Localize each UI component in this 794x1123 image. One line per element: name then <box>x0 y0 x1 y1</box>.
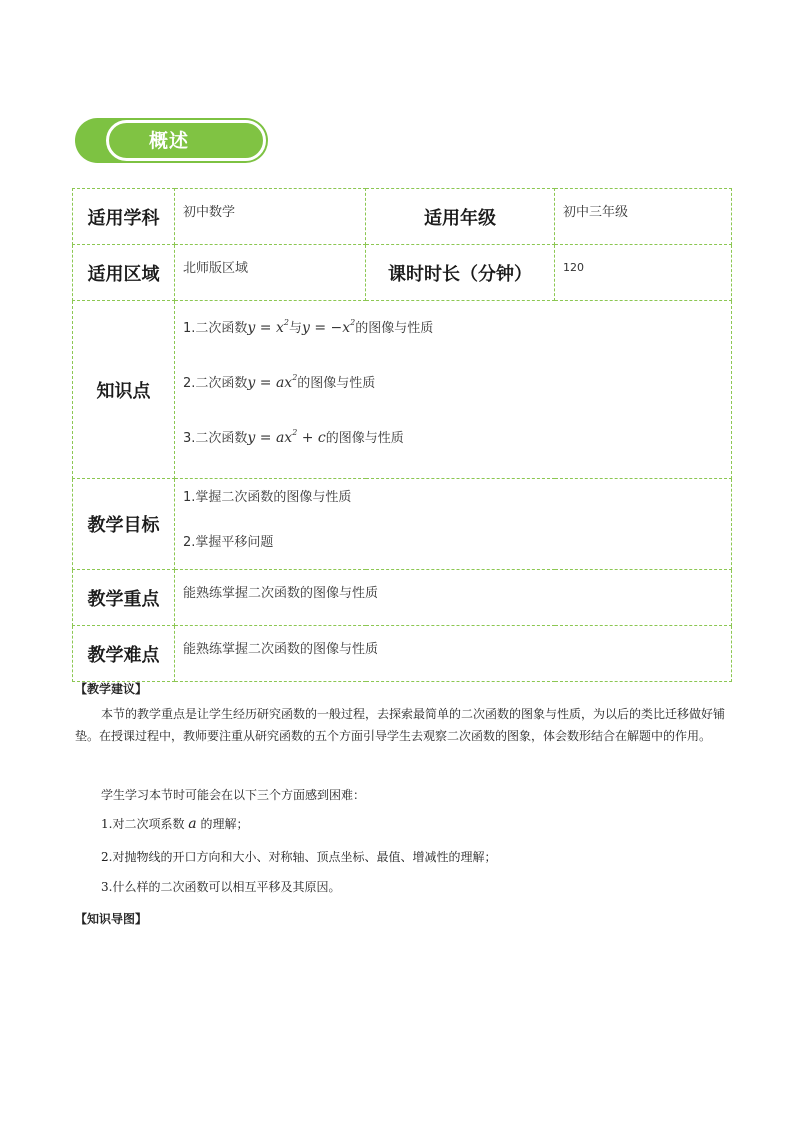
subject-label: 适用学科 <box>73 189 175 245</box>
difficulty-label: 教学难点 <box>73 626 175 682</box>
duration-value: 120 <box>555 245 732 301</box>
difficulty-value: 能熟练掌握二次函数的图像与性质 <box>175 626 732 682</box>
difficulty-item: 3.什么样的二次函数可以相互平移及其原因。 <box>101 880 341 894</box>
knowledge-list <box>175 301 732 479</box>
table-row <box>73 245 732 301</box>
knowledge-item: 3.二次函数$y = ax^2 + c$的图像与性质 <box>183 428 404 446</box>
suggestions-heading: 【教学建议】 <box>75 682 148 696</box>
grade-label: 适用年级 <box>366 189 555 245</box>
objectives-list <box>175 479 732 570</box>
mindmap-heading: 【知识导图】 <box>75 912 148 926</box>
table-row <box>73 189 732 245</box>
objectives-label: 教学目标 <box>73 479 175 570</box>
formula: $y = -x^2$ <box>301 318 356 336</box>
course-info-table <box>72 188 732 682</box>
knowledge-label: 知识点 <box>73 301 175 479</box>
knowledge-item: 2.二次函数$y = ax^2$的图像与性质 <box>183 373 376 391</box>
subject-value: 初中数学 <box>175 189 366 245</box>
table-row <box>73 626 732 682</box>
formula: $y = ax^2$ <box>247 373 298 391</box>
knowledge-item: 1.二次函数$y = x^2$与$y = -x^2$的图像与性质 <box>183 318 434 336</box>
region-label: 适用区域 <box>73 245 175 301</box>
banner-title: 概述 <box>149 130 190 152</box>
duration-label: 课时时长（分钟） <box>366 245 555 301</box>
focus-value: 能熟练掌握二次函数的图像与性质 <box>175 570 732 626</box>
objective-item: 1.掌握二次函数的图像与性质 <box>183 490 352 505</box>
difficulty-item: 2.对抛物线的开口方向和大小、对称轴、顶点坐标、最值、增减性的理解； <box>101 850 497 864</box>
formula: $y = x^2$ <box>247 318 289 336</box>
region-value: 北师版区域 <box>175 245 366 301</box>
difficulty-intro: 学生学习本节时可能会在以下三个方面感到困难： <box>101 788 366 802</box>
grade-value: 初中三年级 <box>555 189 732 245</box>
section-banner <box>75 118 268 163</box>
difficulty-item: 1.对二次项系数 a 的理解； <box>101 816 249 832</box>
coefficient-symbol: a <box>188 816 197 832</box>
suggestions-paragraph: 本节的教学重点是让学生经历研究函数的一般过程，去探索最简单的二次函数的图象与性质，为以后的类比迁移做好铺垫。在授课过程中，教师要注重从研究函数的五个方面引导学生去观察二次函数的图象，体会数形结合在解题中的作用。 <box>75 707 726 743</box>
objective-item: 2.掌握平移问题 <box>183 535 274 550</box>
table-row <box>73 301 732 479</box>
table-row <box>73 570 732 626</box>
table-row <box>73 479 732 570</box>
focus-label: 教学重点 <box>73 570 175 626</box>
formula: $y = ax^2 + c$ <box>247 428 326 446</box>
